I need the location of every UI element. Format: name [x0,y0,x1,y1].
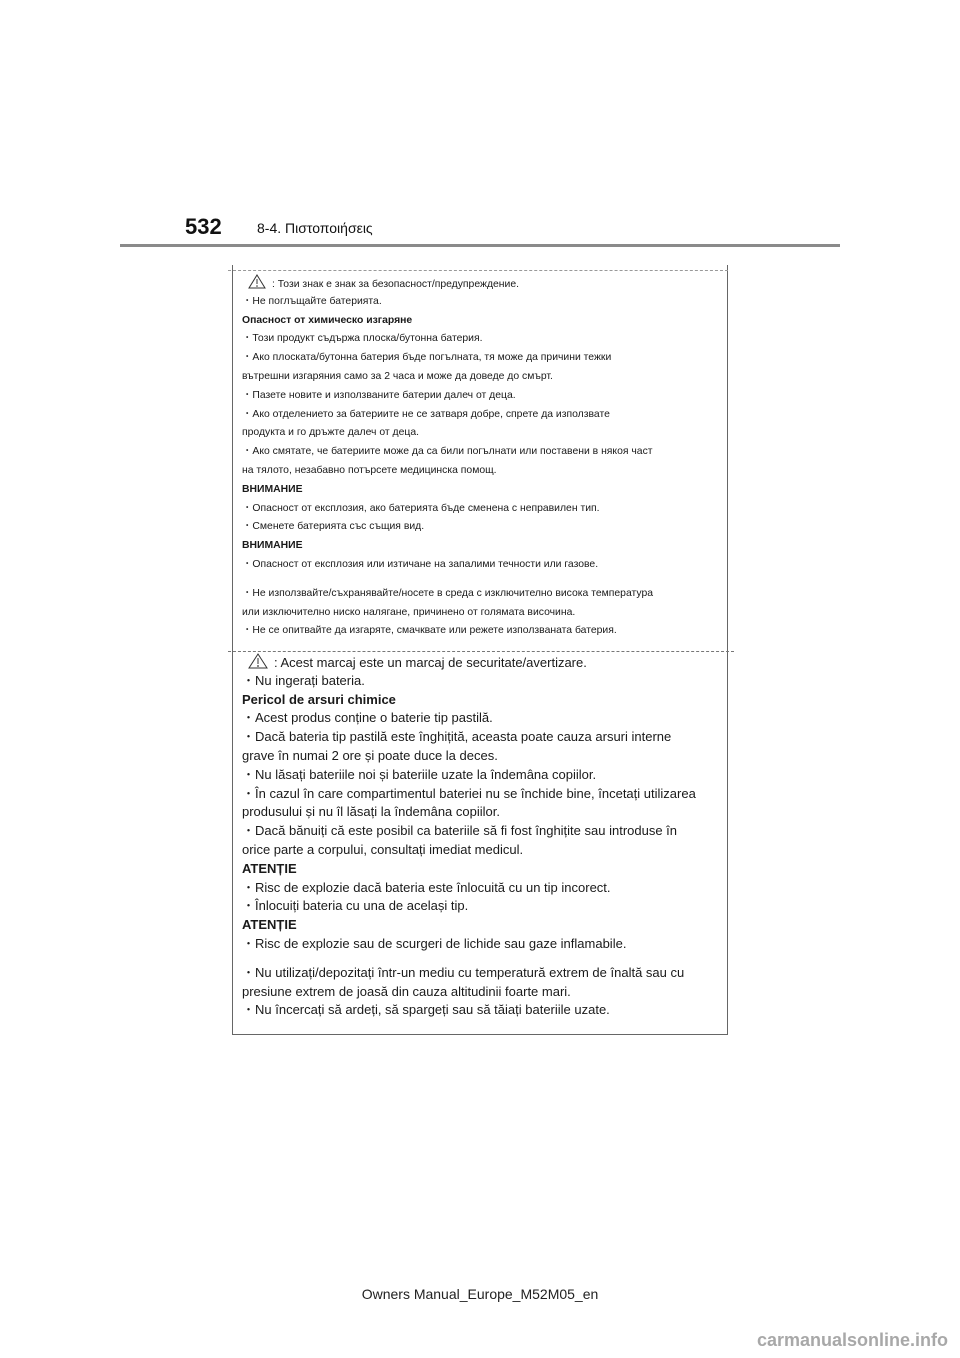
bulgarian-line: ・Сменете батерията със същия вид. [242,521,425,533]
bulgarian-line: ・Ако плоската/бутонна батерия бъде погълната, тя може да причини тежки [242,352,612,364]
bulgarian-line: ・Този продукт съдържа плоска/бутонна батерия. [242,333,483,345]
bulgarian-line: продукта и го дръжте далеч от деца. [242,427,419,439]
bulgarian-notice [242,274,720,641]
bulgarian-line: ВНИМАНИЕ [242,483,303,495]
warning-triangle-icon [248,653,268,669]
romanian-line: ・Dacă bateria tip pastilă este înghițită, aceasta poate cauza arsuri interne [242,729,672,745]
warning-triangle-icon [248,274,266,289]
section-divider [228,651,734,652]
romanian-line: grave în numai 2 ore și poate duce la deces. [242,747,498,763]
frame-top-line [228,270,728,271]
bulgarian-line: ・Не използвайте/съхранявайте/носете в среда с изключително висока температура [242,587,654,599]
romanian-line: ・Nu ingerați bateria. [242,672,365,688]
romanian-line: presiune extrem de joasă din cauza altitudinii foarte mari. [242,983,571,999]
bulgarian-line: ・Опасност от експлозия, ако батерията бъде сменена с неправилен тип. [242,502,600,514]
bulgarian-line: на тялото, незабавно потърсете медицинска помощ. [242,464,497,476]
spacer [242,575,720,585]
section-title: 8-4. Πιστοποιήσεις [257,220,373,236]
bulgarian-line: вътрешни изгаряния само за 2 часа и може да доведе до смърт. [242,370,553,382]
romanian-line: ATENȚIE [242,917,297,933]
romanian-notice [242,653,720,1020]
romanian-line: ・Risc de explozie dacă bateria este înlocuită cu un tip incorect. [242,879,611,895]
romanian-line: ・Nu utilizați/depozitați într-un mediu cu temperatură extrem de înaltă sau cu [242,964,685,980]
frame-left-line [232,265,233,1035]
bulgarian-line: ・Ако отделението за батериите не се затваря добре, спрете да използвате [242,408,610,420]
header-rule [120,244,840,247]
spacer [242,954,720,964]
bulgarian-line: или изключително ниско налягане, причинено от голямата височина. [242,606,576,618]
bulgarian-line: Опасност от химическо изгаряне [242,314,413,326]
bulgarian-line: ・Ако смятате, че батериите може да са били погълнати или поставени в някоя част [242,446,653,458]
frame-bottom-line [232,1034,728,1035]
romanian-line: ・Acest produs conține o baterie tip pastilă. [242,710,493,726]
romanian-warning-line [242,653,720,672]
romanian-line: ・În cazul în care compartimentul bateriei nu se închide bine, încetați utilizarea [242,785,696,801]
bulgarian-warning-text: : Този знак е знак за безопасност/предупреждение. [272,279,519,290]
romanian-line: ・Risc de explozie sau de scurgeri de lichide sau gaze inflamabile. [242,935,627,951]
bulgarian-line: ВНИМАНИЕ [242,540,303,552]
bulgarian-line: ・Опасност от експлозия или изтичане на запалими течности или газове. [242,558,599,570]
romanian-line: Pericol de arsuri chimice [242,691,396,707]
frame-right-line [727,265,728,1035]
bulgarian-line: ・Не се опитвайте да изгаряте, смачквате или режете използваната батерия. [242,625,617,637]
romanian-line: ・Dacă bănuiți că este posibil ca bateriile să fi fost înghițite sau introduse în [242,823,678,839]
romanian-warning-text: : Acest marcaj este un marcaj de securitate/avertizare. [274,655,587,670]
romanian-line: ATENȚIE [242,860,297,876]
romanian-line: orice parte a corpului, consultați imediat medicul. [242,841,524,857]
romanian-line: ・Nu încercați să ardeți, să spargeți sau să tăiați bateriile uzate. [242,1002,610,1018]
romanian-line: produsului și nu îl lăsați la îndemâna copiilor. [242,804,500,820]
romanian-line: ・Înlocuiți bateria cu una de același tip. [242,898,469,914]
bulgarian-line: ・Не поглъщайте батерията. [242,295,382,307]
romanian-line: ・Nu lăsați bateriile noi și bateriile uzate la îndemâna copiilor. [242,766,597,782]
bulgarian-line: ・Пазете новите и използваните батерии далеч от деца. [242,389,516,401]
certification-label-scan [232,265,728,1035]
footer-manual-id: Owners Manual_Europe_M52M05_en [361,1286,599,1302]
page-number: 532 [185,214,222,239]
watermark: carmanualsonline.info [756,1330,948,1350]
bulgarian-warning-line [242,274,720,293]
